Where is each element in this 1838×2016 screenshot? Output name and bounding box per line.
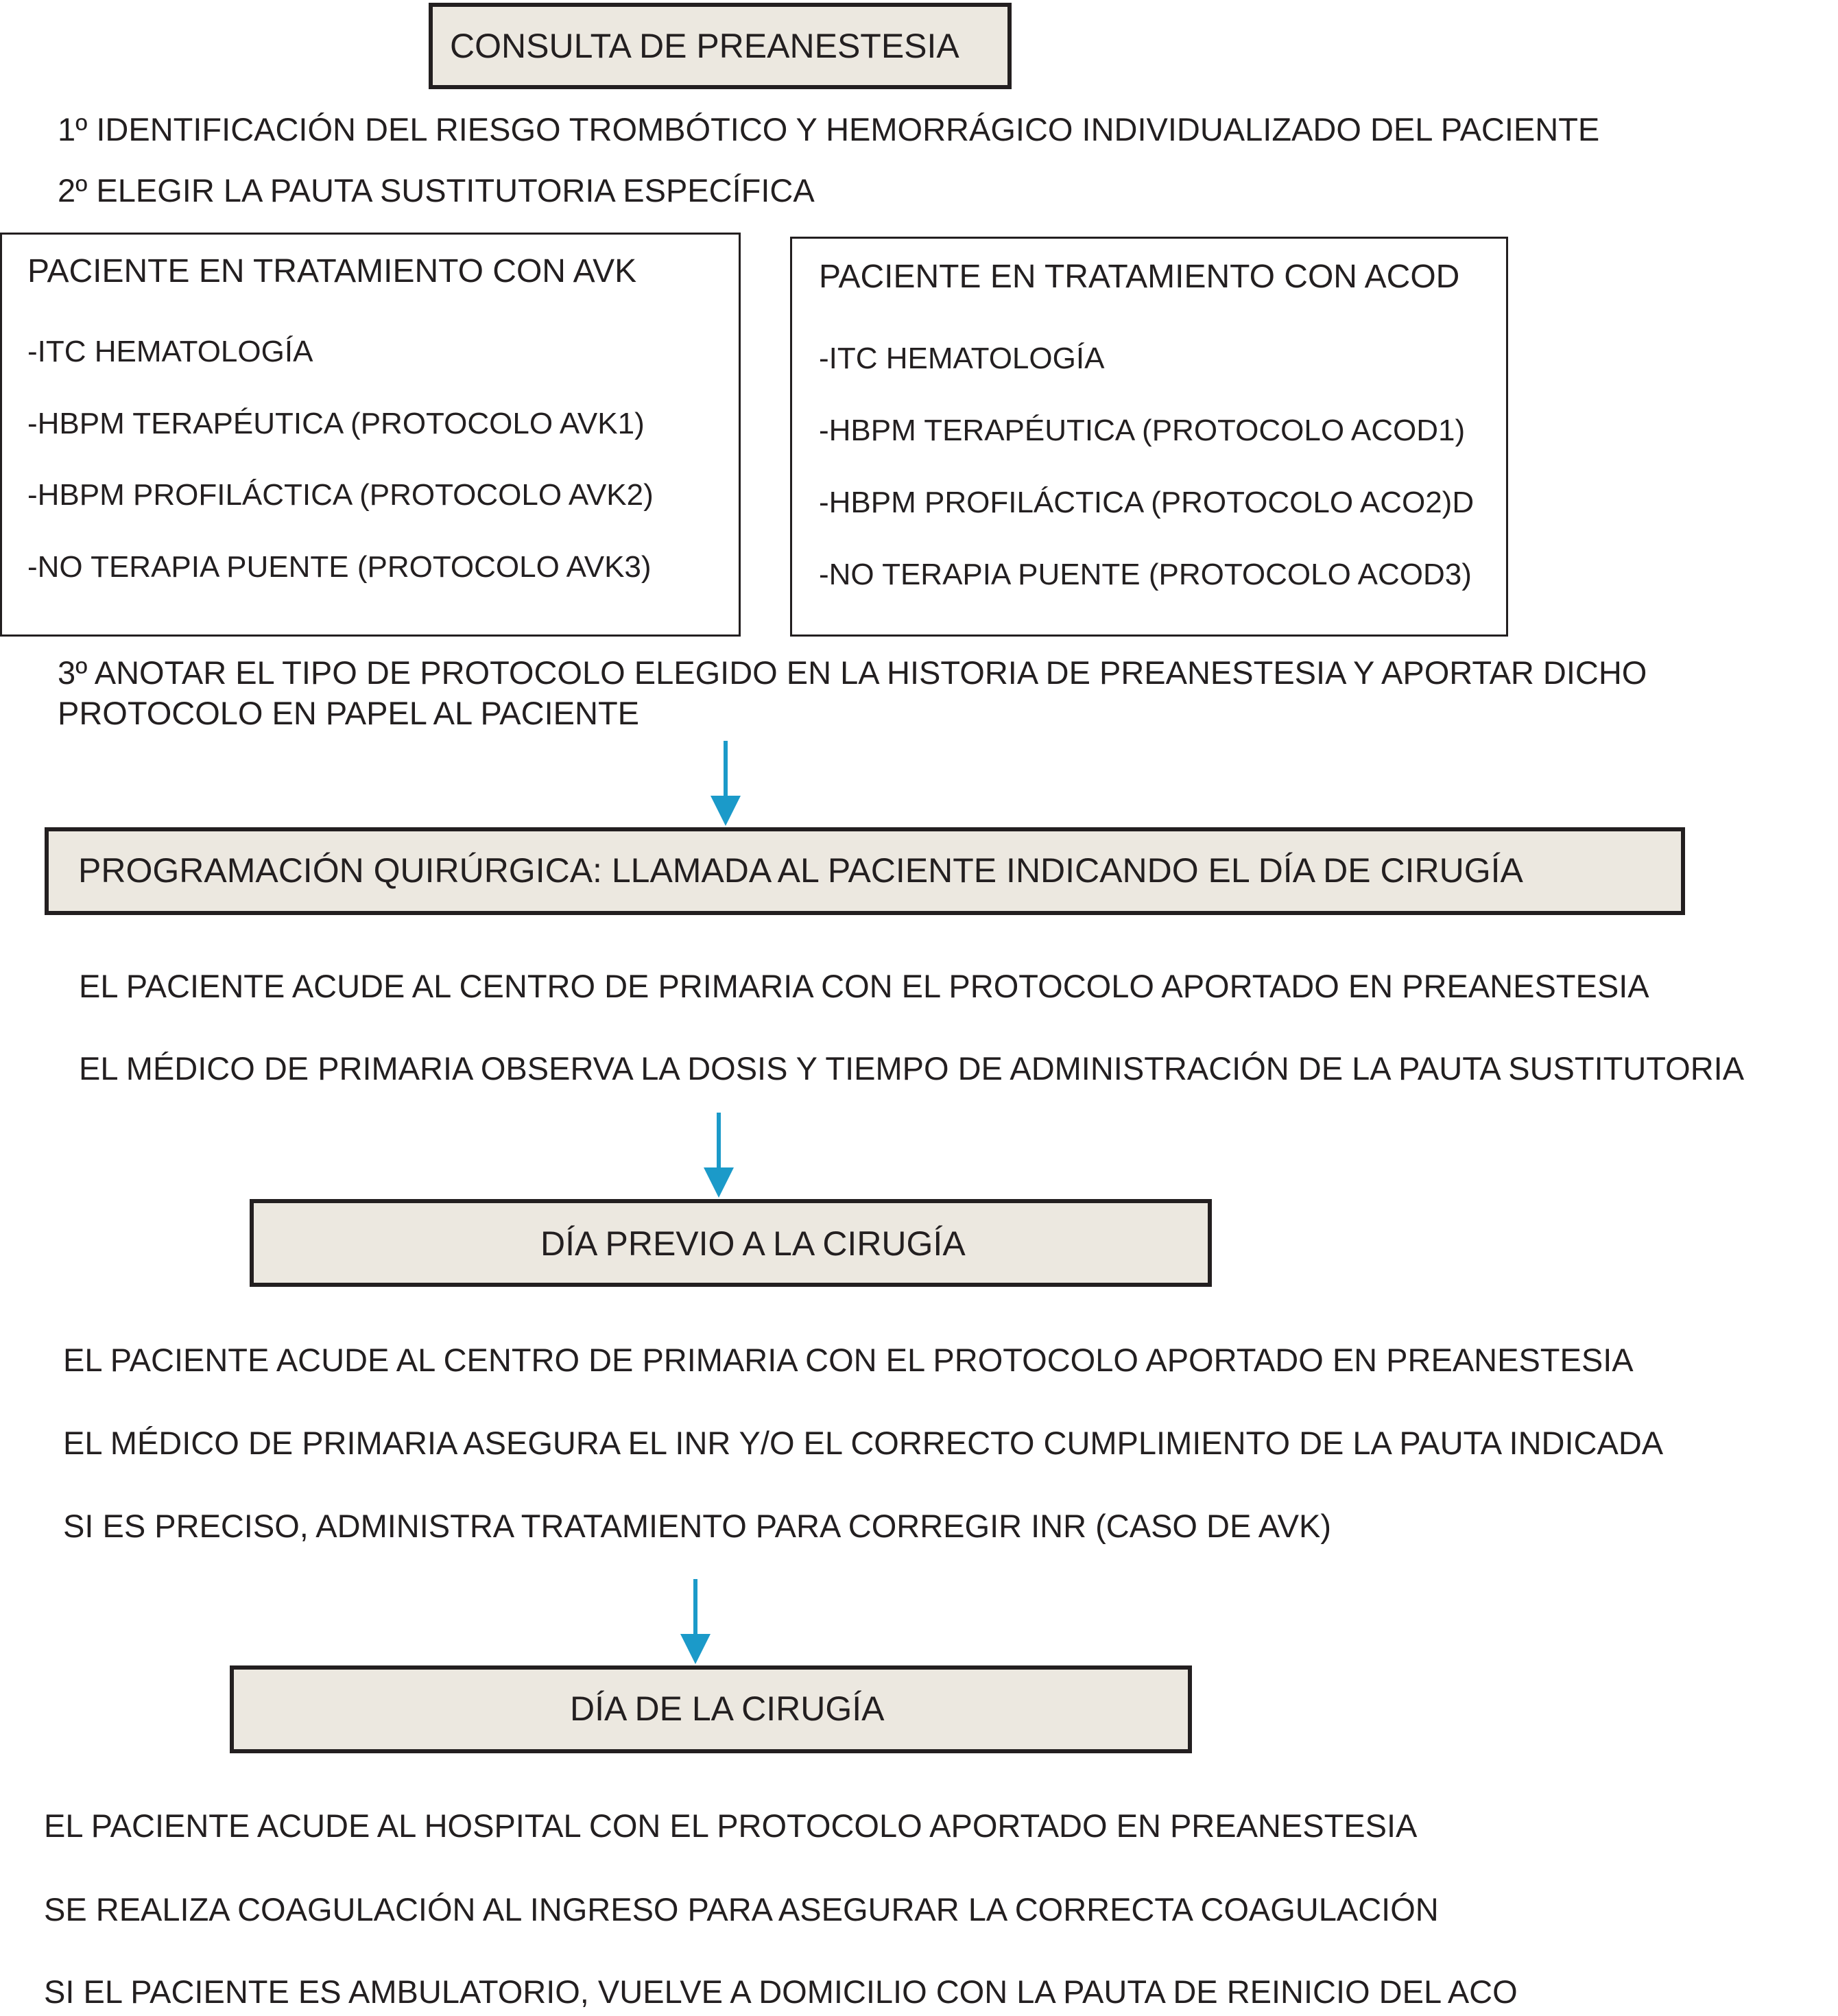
- acod-panel: [790, 237, 1508, 637]
- programacion-line: EL PACIENTE ACUDE AL CENTRO DE PRIMARIA CON EL PROTOCOLO APORTADO EN PREANESTESIA: [79, 968, 1649, 1004]
- acod-panel-title: PACIENTE EN TRATAMIENTO CON ACOD: [819, 259, 1460, 295]
- step-2-text: 2º ELEGIR LA PAUTA SUSTITUTORIA ESPECÍFICA: [58, 172, 815, 209]
- consulta-preanestesia-title: CONSULTA DE PREANESTESIA: [450, 27, 959, 65]
- dia-previo-line: EL MÉDICO DE PRIMARIA ASEGURA EL INR Y/O EL CORRECTO CUMPLIMIENTO DE LA PAUTA INDICADA: [63, 1425, 1664, 1461]
- programacion-quirurgica-title: PROGRAMACIÓN QUIRÚRGICA: LLAMADA AL PACIENTE INDICANDO EL DÍA DE CIRUGÍA: [78, 851, 1523, 890]
- acod-item: -HBPM TERAPÉUTICA (PROTOCOLO ACOD1): [819, 414, 1466, 447]
- dia-cirugia-line: SI EL PACIENTE ES AMBULATORIO, VUELVE A DOMICILIO CON LA PAUTA DE REINICIO DEL ACO: [44, 1973, 1518, 2010]
- dia-previo-box: [250, 1199, 1212, 1287]
- avk-panel-title: PACIENTE EN TRATAMIENTO CON AVK: [27, 253, 637, 289]
- acod-item: -HBPM PROFILÁCTICA (PROTOCOLO ACO2)D: [819, 486, 1475, 519]
- avk-item: -HBPM PROFILÁCTICA (PROTOCOLO AVK2): [27, 478, 654, 512]
- avk-item: -HBPM TERAPÉUTICA (PROTOCOLO AVK1): [27, 407, 645, 440]
- dia-cirugia-line: EL PACIENTE ACUDE AL HOSPITAL CON EL PROTOCOLO APORTADO EN PREANESTESIA: [44, 1807, 1418, 1844]
- avk-item: -NO TERAPIA PUENTE (PROTOCOLO AVK3): [27, 550, 652, 584]
- arrow-down-icon: [700, 1113, 738, 1200]
- consulta-preanestesia-box: [429, 3, 1012, 89]
- step-1-text: 1º IDENTIFICACIÓN DEL RIESGO TROMBÓTICO Y HEMORRÁGICO INDIVIDUALIZADO DEL PACIENTE: [58, 111, 1600, 147]
- dia-cirugia-line: SE REALIZA COAGULACIÓN AL INGRESO PARA ASEGURAR LA CORRECTA COAGULACIÓN: [44, 1891, 1439, 1928]
- avk-panel: [0, 233, 741, 637]
- dia-cirugia-title: DÍA DE LA CIRUGÍA: [570, 1689, 885, 1728]
- acod-item: -NO TERAPIA PUENTE (PROTOCOLO ACOD3): [819, 558, 1472, 591]
- arrow-down-icon: [676, 1579, 715, 1667]
- dia-cirugia-box: [230, 1665, 1192, 1753]
- dia-previo-line: SI ES PRECISO, ADMINISTRA TRATAMIENTO PARA CORREGIR INR (CASO DE AVK): [63, 1508, 1331, 1544]
- dia-previo-line: EL PACIENTE ACUDE AL CENTRO DE PRIMARIA CON EL PROTOCOLO APORTADO EN PREANESTESIA: [63, 1342, 1634, 1378]
- avk-item: -ITC HEMATOLOGÍA: [27, 335, 313, 368]
- programacion-quirurgica-box: [45, 827, 1685, 915]
- programacion-line: EL MÉDICO DE PRIMARIA OBSERVA LA DOSIS Y TIEMPO DE ADMINISTRACIÓN DE LA PAUTA SUSTITUTORIA: [79, 1050, 1745, 1087]
- step-3-text-line-2: PROTOCOLO EN PAPEL AL PACIENTE: [58, 695, 639, 731]
- arrow-down-icon: [706, 741, 745, 829]
- step-3-text-line-1: 3º ANOTAR EL TIPO DE PROTOCOLO ELEGIDO EN LA HISTORIA DE PREANESTESIA Y APORTAR DICHO: [58, 654, 1647, 691]
- acod-item: -ITC HEMATOLOGÍA: [819, 342, 1105, 375]
- dia-previo-title: DÍA PREVIO A LA CIRUGÍA: [540, 1224, 966, 1263]
